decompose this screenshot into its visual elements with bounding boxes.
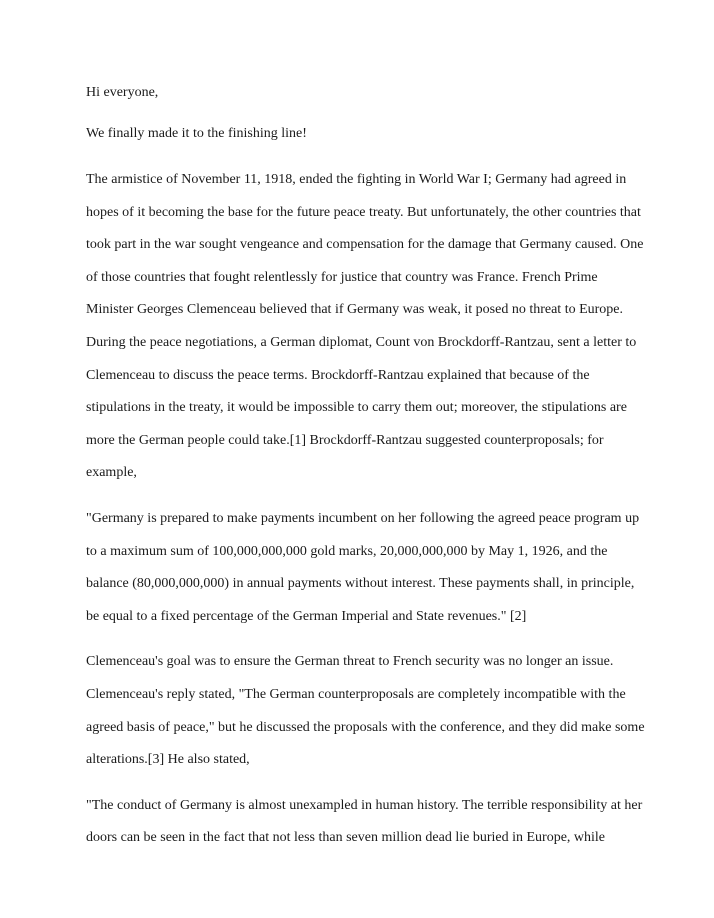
armistice-paragraph: The armistice of November 11, 1918, ended the fighting in World War I; Germany had agreed in hopes of it becoming the base for the future peace treaty. But unfortunately, the other countries that took part in the war sought vengeance and compensation for the damage that Germany caused. One of those countries that fought relentlessly for justice that country was France. French Prime Minister Georges Clemenceau believed that if Germany was weak, it posed no threat to Europe. During the peace negotiations, a German diplomat, Count von Brockdorff-Rantzau, sent a letter to Clemenceau to discuss the peace terms. Brockdorff-Rantzau explained that because of the stipulations in the treaty, it would be impossible to carry them out; moreover, the stipulations are more the German people could take.[1] Brockdorff-Rantzau suggested counterproposals; for example, — [86, 172, 644, 481]
intro-paragraph: We finally made it to the finishing line! — [86, 126, 307, 141]
quote-paragraph-payments: "Germany is prepared to make payments incumbent on her following the agreed peace program up to a maximum sum of 100,000,000,000 gold marks, 20,000,000,000 by May 1, 1926, and the balance (80,000,000,000) in annual payments without interest. These payments shall, in principle, be equal to a fixed percentage of the German Imperial and State revenues." [2] — [86, 510, 640, 624]
document-page — [86, 82, 646, 868]
greeting-paragraph: Hi everyone, — [86, 85, 159, 100]
quote-paragraph-conduct: "The conduct of Germany is almost unexampled in human history. The terrible responsibility at her doors can be seen in the fact that not less than seven million dead lie buried in Europe, while — [86, 797, 643, 846]
clemenceau-paragraph: Clemenceau's goal was to ensure the German threat to French security was no longer an issue. Clemenceau's reply stated, "The German counterproposals are completely incompatible with the agreed basis of peace," but he discussed the proposals with the conference, and they did make some alterations.[3] He also stated, — [86, 654, 645, 768]
